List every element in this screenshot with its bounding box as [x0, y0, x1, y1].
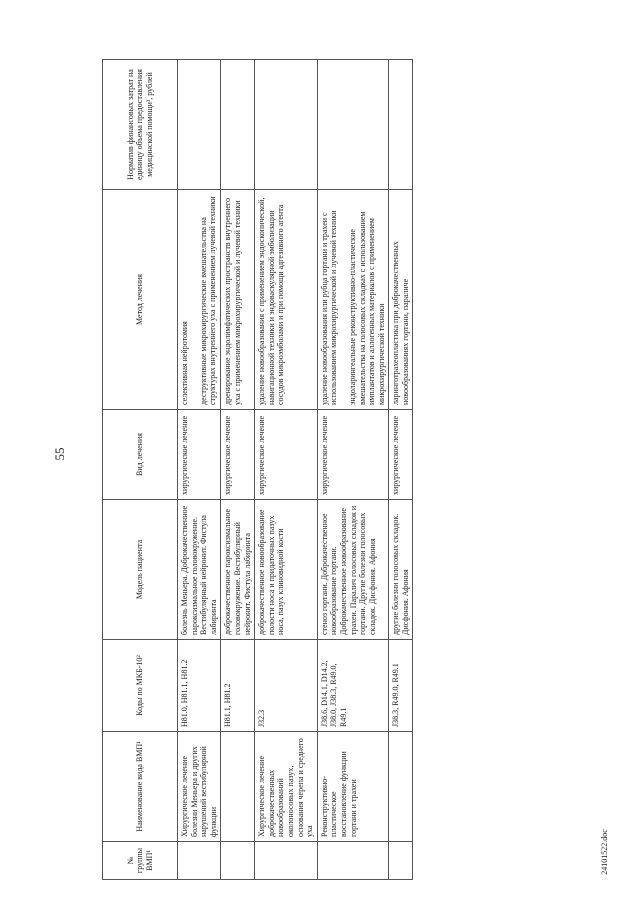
cell-norm [221, 60, 255, 190]
cell-model: болезнь Меньера. Доброкачественное пароксизмальное головокружение. Вестибулярный нейронит. Фистула лабиринта [178, 500, 221, 640]
cell-codes: H81.1, H81.2 [221, 640, 255, 732]
cell-type: хирургическое лечение [317, 410, 389, 500]
table-row [317, 60, 389, 880]
cell-type: хирургическое лечение [255, 410, 318, 500]
table-header-row [103, 60, 178, 880]
table-row [178, 60, 221, 880]
header-model: Модель пациента [103, 500, 178, 640]
cell-name: Реконструктивно-пластическое восстановление функции гортани и трахеи [317, 732, 389, 842]
cell-codes: J32.3 [255, 640, 318, 732]
cell-norm [317, 60, 389, 190]
cell-norm [255, 60, 318, 190]
cell-type: хирургическое лечение [389, 410, 413, 500]
cell-codes: J38.3, R49.0, R49.1 [389, 640, 413, 732]
cell-model: другие болезни голосовых складок. Дисфония. Афония [389, 500, 413, 640]
cell-codes: J38.6, D14.1, D14.2, J38.0, J38.3, R49.0, R49.1 [317, 640, 389, 732]
cell-group [317, 842, 389, 880]
cell-codes: H81.0, H81.1, H81.2 [178, 640, 221, 732]
header-type: Вид лечения [103, 410, 178, 500]
cell-method [178, 190, 221, 410]
cell-name [389, 732, 413, 842]
page-number: 55 [52, 447, 67, 461]
cell-norm [178, 60, 221, 190]
header-group: № группы ВМП¹ [103, 842, 178, 880]
header-name: Наименование вида ВМП¹ [103, 732, 178, 842]
vmp-table [102, 59, 413, 880]
cell-method [255, 190, 318, 410]
cell-group [255, 842, 318, 880]
cell-type: хирургическое лечение [221, 410, 255, 500]
method-text: эндоларингеальные реконструктивно-пластические вмешательства на голосовых складках с использованием имплантатов и аллогенных материалов с применением микрохирургической техники [347, 211, 386, 405]
header-codes: Коды по МКБ-10² [103, 640, 178, 732]
cell-group [389, 842, 413, 880]
rotated-sheet [102, 60, 602, 880]
method-text: удаление новообразования с применением эндоскопической, навигационной техники и эндоваскулярной эмболизации сосудов микроэмболами и при помощи адгезивного агента [257, 197, 286, 405]
method-text: селективная нейротомия [180, 321, 189, 405]
document-code: 24101522.doc [600, 829, 609, 875]
method-text: деструктивные микрохирургические вмешательства на структурах внутреннего уха с применением лучевой техники [198, 196, 218, 405]
header-norm: Норматив финансовых затрат на единицу объема предоставления медицинской помощи³, рублей [103, 60, 178, 190]
cell-name: Хирургическое лечение доброкачественных новообразований околоносовых пазух, основания черепа и среднего уха [255, 732, 318, 842]
method-text: удаление новообразования или рубца гортани и трахеи с использованием микрохирургической и лучевой техники [319, 210, 339, 405]
cell-model: стеноз гортани. Доброкачественное новообразование гортани. Доброкачественное новообразование трахеи. Паралич голосовых складок и гортани. Другие болезни голосовых складок. Дисфония. Афония [317, 500, 389, 640]
cell-norm [389, 60, 413, 190]
method-text: ларинготрахеопластика при доброкачественных новообразованиях гортани, параличе [391, 241, 410, 405]
cell-group [221, 842, 255, 880]
cell-name [221, 732, 255, 842]
table-row [255, 60, 318, 880]
cell-name: Хирургическое лечение болезни Меньера и других нарушений вестибулярной функции [178, 732, 221, 842]
cell-type: хирургическое лечение [178, 410, 221, 500]
cell-method [317, 190, 389, 410]
cell-group [178, 842, 221, 880]
cell-method [221, 190, 255, 410]
table-row [221, 60, 255, 880]
cell-method [389, 190, 413, 410]
method-text: дренирование эндолимфатических пространств внутреннего уха с применением микрохирургической и лучевой техники [223, 197, 242, 405]
cell-model: доброкачественное новообразование полости носа и придаточных пазух носа, пазух клиновидной кости [255, 500, 318, 640]
header-method: Метод лечения [103, 190, 178, 410]
cell-model: доброкачественное пароксизмальное головокружение. Вестибулярный нейронит. Фистула лабиринта [221, 500, 255, 640]
table-row [389, 60, 413, 880]
